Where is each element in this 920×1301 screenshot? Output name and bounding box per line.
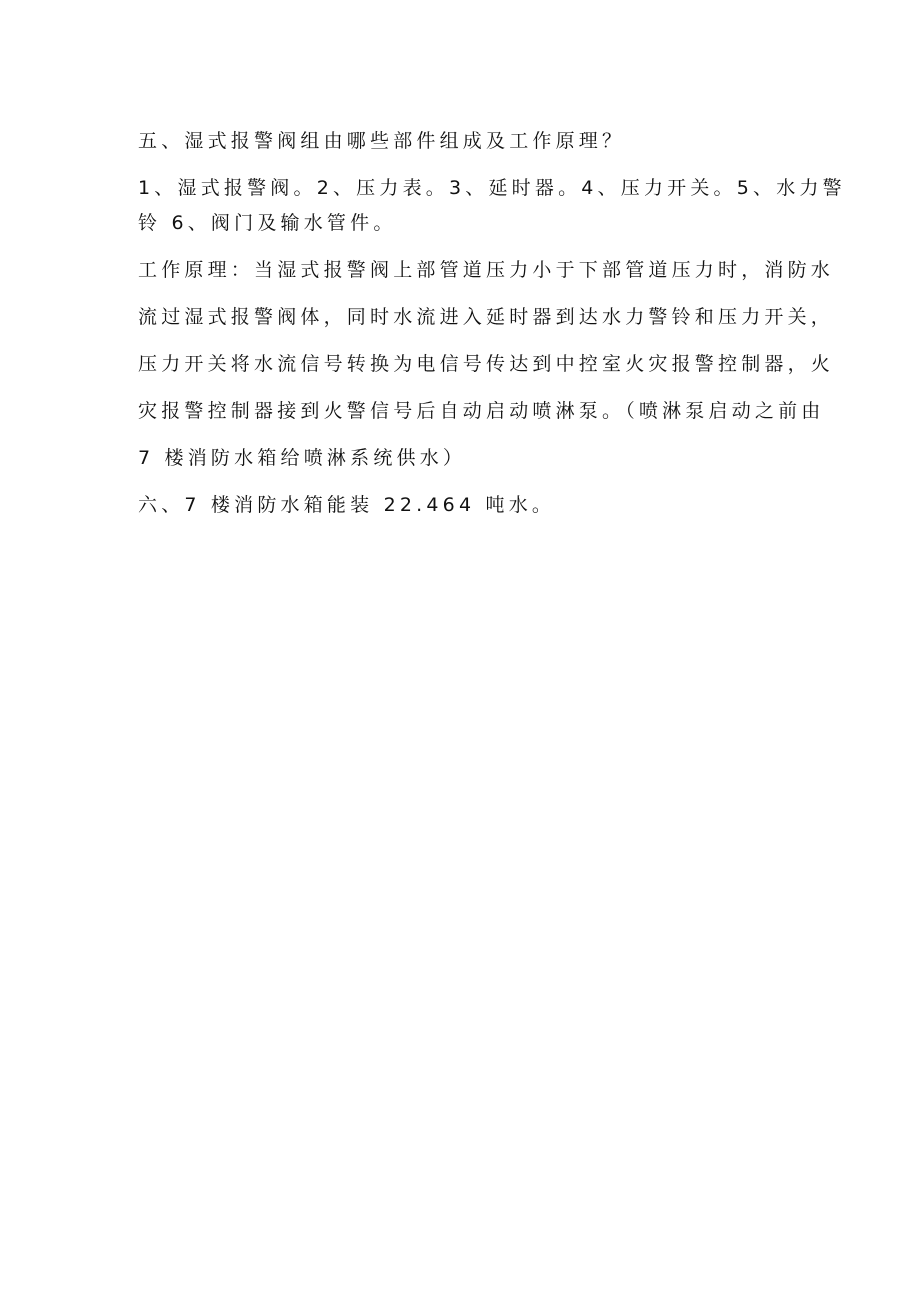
principle-line-2: 流过湿式报警阀体，同时水流进入延时器到达水力警铃和压力开关， bbox=[138, 306, 835, 328]
components-line-2: 铃 6、阀门及输水管件。 bbox=[138, 212, 397, 234]
document-body bbox=[138, 124, 846, 523]
principle-line-3: 压力开关将水流信号转换为电信号传达到中控室火灾报警控制器，火 bbox=[138, 353, 835, 375]
principle-line-5: 7 楼消防水箱给喷淋系统供水） bbox=[138, 447, 467, 469]
components-line-1: 1、湿式报警阀。2、压力表。3、延时器。4、压力开关。5、水力警 bbox=[138, 177, 846, 199]
section-5-heading: 五、湿式报警阀组由哪些部件组成及工作原理？ bbox=[138, 130, 626, 152]
principle-line-1: 工作原理：当湿式报警阀上部管道压力小于下部管道压力时，消防水 bbox=[138, 259, 835, 281]
section-6-text: 六、7 楼消防水箱能装 22.464 吨水。 bbox=[138, 494, 556, 516]
principle-line-4: 灾报警控制器接到火警信号后自动启动喷淋泵。（喷淋泵启动之前由 bbox=[138, 400, 825, 422]
